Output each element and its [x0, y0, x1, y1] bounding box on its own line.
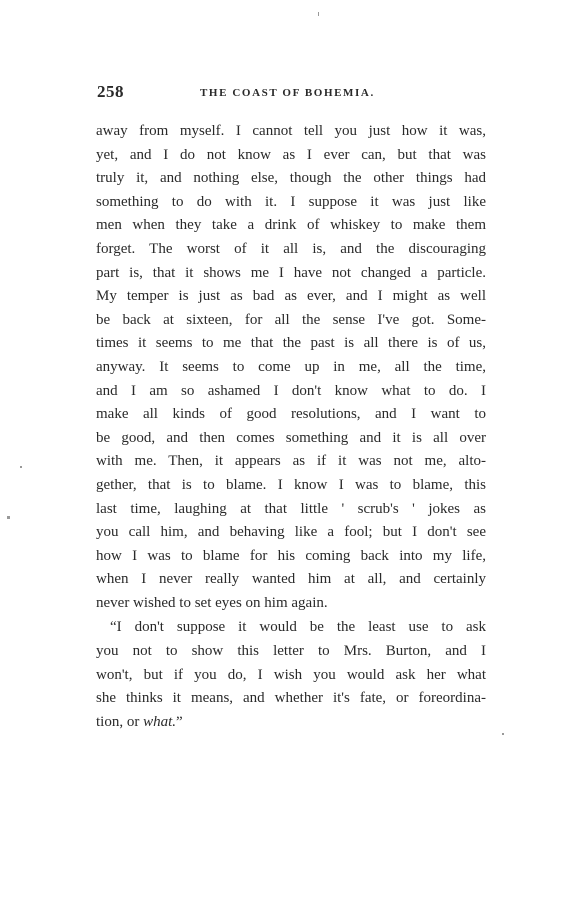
text-line: last time, laughing at that little ' scrub's ' jokes as [96, 500, 486, 517]
text-line: gether, that is to blame. I know I was to blame, this [96, 476, 486, 493]
text-line: truly it, and nothing else, though the other things had [96, 170, 486, 187]
text-line: how I was to blame for his coming back into my life, [96, 547, 486, 564]
text-line: “I don't suppose it would be the least use to ask [110, 619, 486, 636]
page-number: 258 [97, 82, 124, 101]
text-line: make all kinds of good resolutions, and I want to [96, 406, 486, 423]
text-line: and I am so ashamed I don't know what to do. I [96, 382, 486, 399]
text-line: you call him, and behaving like a fool; but I don't see [96, 524, 486, 541]
margin-speck [20, 466, 22, 468]
text-line: never wished to set eyes on him again. [96, 594, 328, 611]
margin-speck [7, 516, 10, 519]
text-line: something to do with it. I suppose it was just like [96, 193, 486, 210]
text-line: times it seems to me that the past is all there is of us, [96, 335, 486, 352]
text-line: with me. Then, it appears as if it was not me, alto- [96, 453, 486, 470]
text-line: part is, that it shows me I have not changed a particle. [96, 264, 486, 281]
text-run: tion, or [96, 713, 144, 730]
text-line: away from myself. I cannot tell you just how it was, [96, 123, 486, 139]
body-text [96, 120, 486, 734]
text-line: be back at sixteen, for all the sense I've got. Some- [96, 311, 486, 328]
emphasized-word: what. [143, 713, 177, 730]
text-line: forget. The worst of it all is, and the discouraging [96, 240, 486, 257]
text-line: you not to show this letter to Mrs. Burton, and I [96, 643, 486, 660]
text-line: won't, but if you do, I wish you would ask her what [96, 666, 486, 683]
text-line: yet, and I do not know as I ever can, but that was [96, 146, 486, 163]
text-line: she thinks it means, and whether it's fate, or foreordina- [96, 690, 486, 707]
margin-speck [502, 733, 504, 735]
margin-speck [318, 12, 319, 16]
text-line-final [96, 711, 486, 735]
closing-quote: ” [176, 713, 183, 730]
text-line: men when they take a drink of whiskey to make them [96, 217, 486, 234]
text-line: anyway. It seems to come up in me, all the time, [96, 358, 486, 375]
text-line: when I never really wanted him at all, and certainly [96, 571, 486, 588]
text-line: My temper is just as bad as ever, and I might as well [96, 288, 486, 305]
page-header [97, 82, 487, 104]
running-head: THE COAST OF BOHEMIA. [200, 87, 375, 99]
text-line: be good, and then comes something and it is all over [96, 429, 486, 446]
